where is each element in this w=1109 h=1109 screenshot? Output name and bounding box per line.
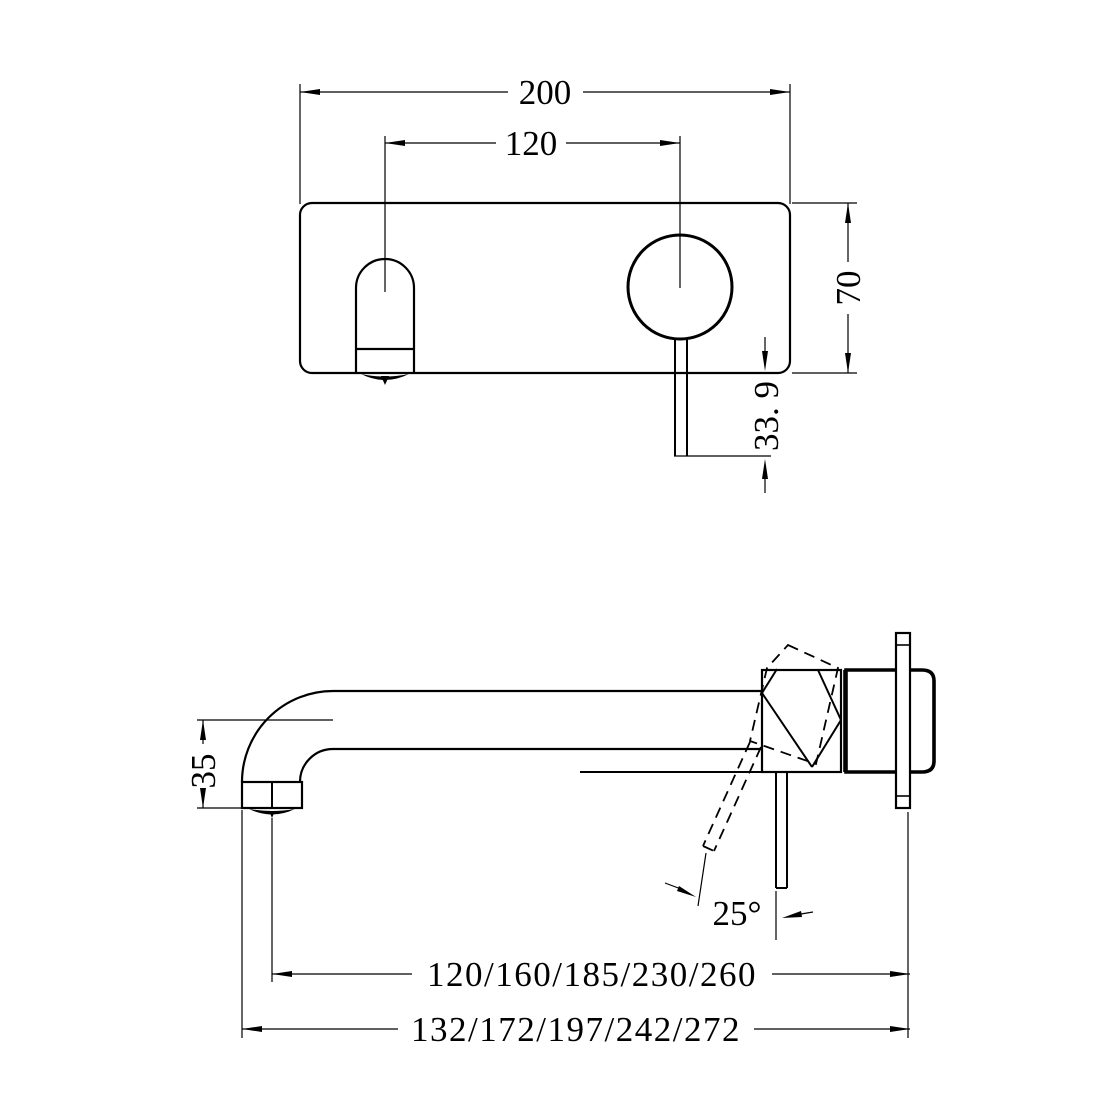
spout-bend-inner-arc xyxy=(300,749,333,782)
arrowhead xyxy=(890,1026,910,1032)
handle-lever-rotated-dashed-left xyxy=(703,742,750,846)
aerator-notch-side xyxy=(269,811,275,818)
arrowhead xyxy=(272,971,292,977)
arrowhead xyxy=(890,971,910,977)
arrowhead xyxy=(242,1026,262,1032)
dim-handle-angle: 25° xyxy=(712,894,762,933)
arrowhead xyxy=(845,203,851,223)
dim-spout-reach: 120/160/185/230/260 xyxy=(427,955,757,994)
arrowhead xyxy=(200,720,206,740)
dim-plate-height: 70 xyxy=(829,270,868,306)
arrowhead xyxy=(770,89,790,95)
arrowhead xyxy=(385,140,405,146)
handle-lever-rotated-dashed-cap xyxy=(703,846,714,851)
arrowhead xyxy=(782,911,802,918)
cartridge-housing xyxy=(846,670,934,772)
hub-chamfer-top-left xyxy=(762,669,777,693)
dim-spout-to-handle: 120 xyxy=(504,124,558,163)
arrowhead xyxy=(200,788,206,808)
rotated-lever-extension xyxy=(698,853,706,906)
side-view xyxy=(242,633,934,888)
arrowhead xyxy=(300,89,320,95)
hub-chamfer-top-right xyxy=(818,670,841,720)
wall-flange xyxy=(896,633,910,808)
dim-plate-width: 200 xyxy=(518,73,572,112)
arrowhead xyxy=(845,353,851,373)
valve-body-block xyxy=(762,670,841,772)
dim-handle-drop: 33. 9 xyxy=(747,381,786,451)
dim-spout-drop: 35 xyxy=(184,753,223,789)
hub-diagonal xyxy=(762,693,812,767)
arrowhead xyxy=(762,351,768,371)
top-view xyxy=(300,203,790,456)
mounting-plate-outline xyxy=(300,203,790,373)
arrowhead xyxy=(660,140,680,146)
handle-lever-rotated-dashed-right xyxy=(714,747,761,851)
arrowhead xyxy=(677,886,696,897)
arrowhead xyxy=(762,459,768,479)
spout-bend-outer-arc xyxy=(242,691,333,782)
dim-overall-reach: 132/172/197/242/272 xyxy=(411,1010,741,1049)
aerator-notch-top xyxy=(381,376,389,385)
